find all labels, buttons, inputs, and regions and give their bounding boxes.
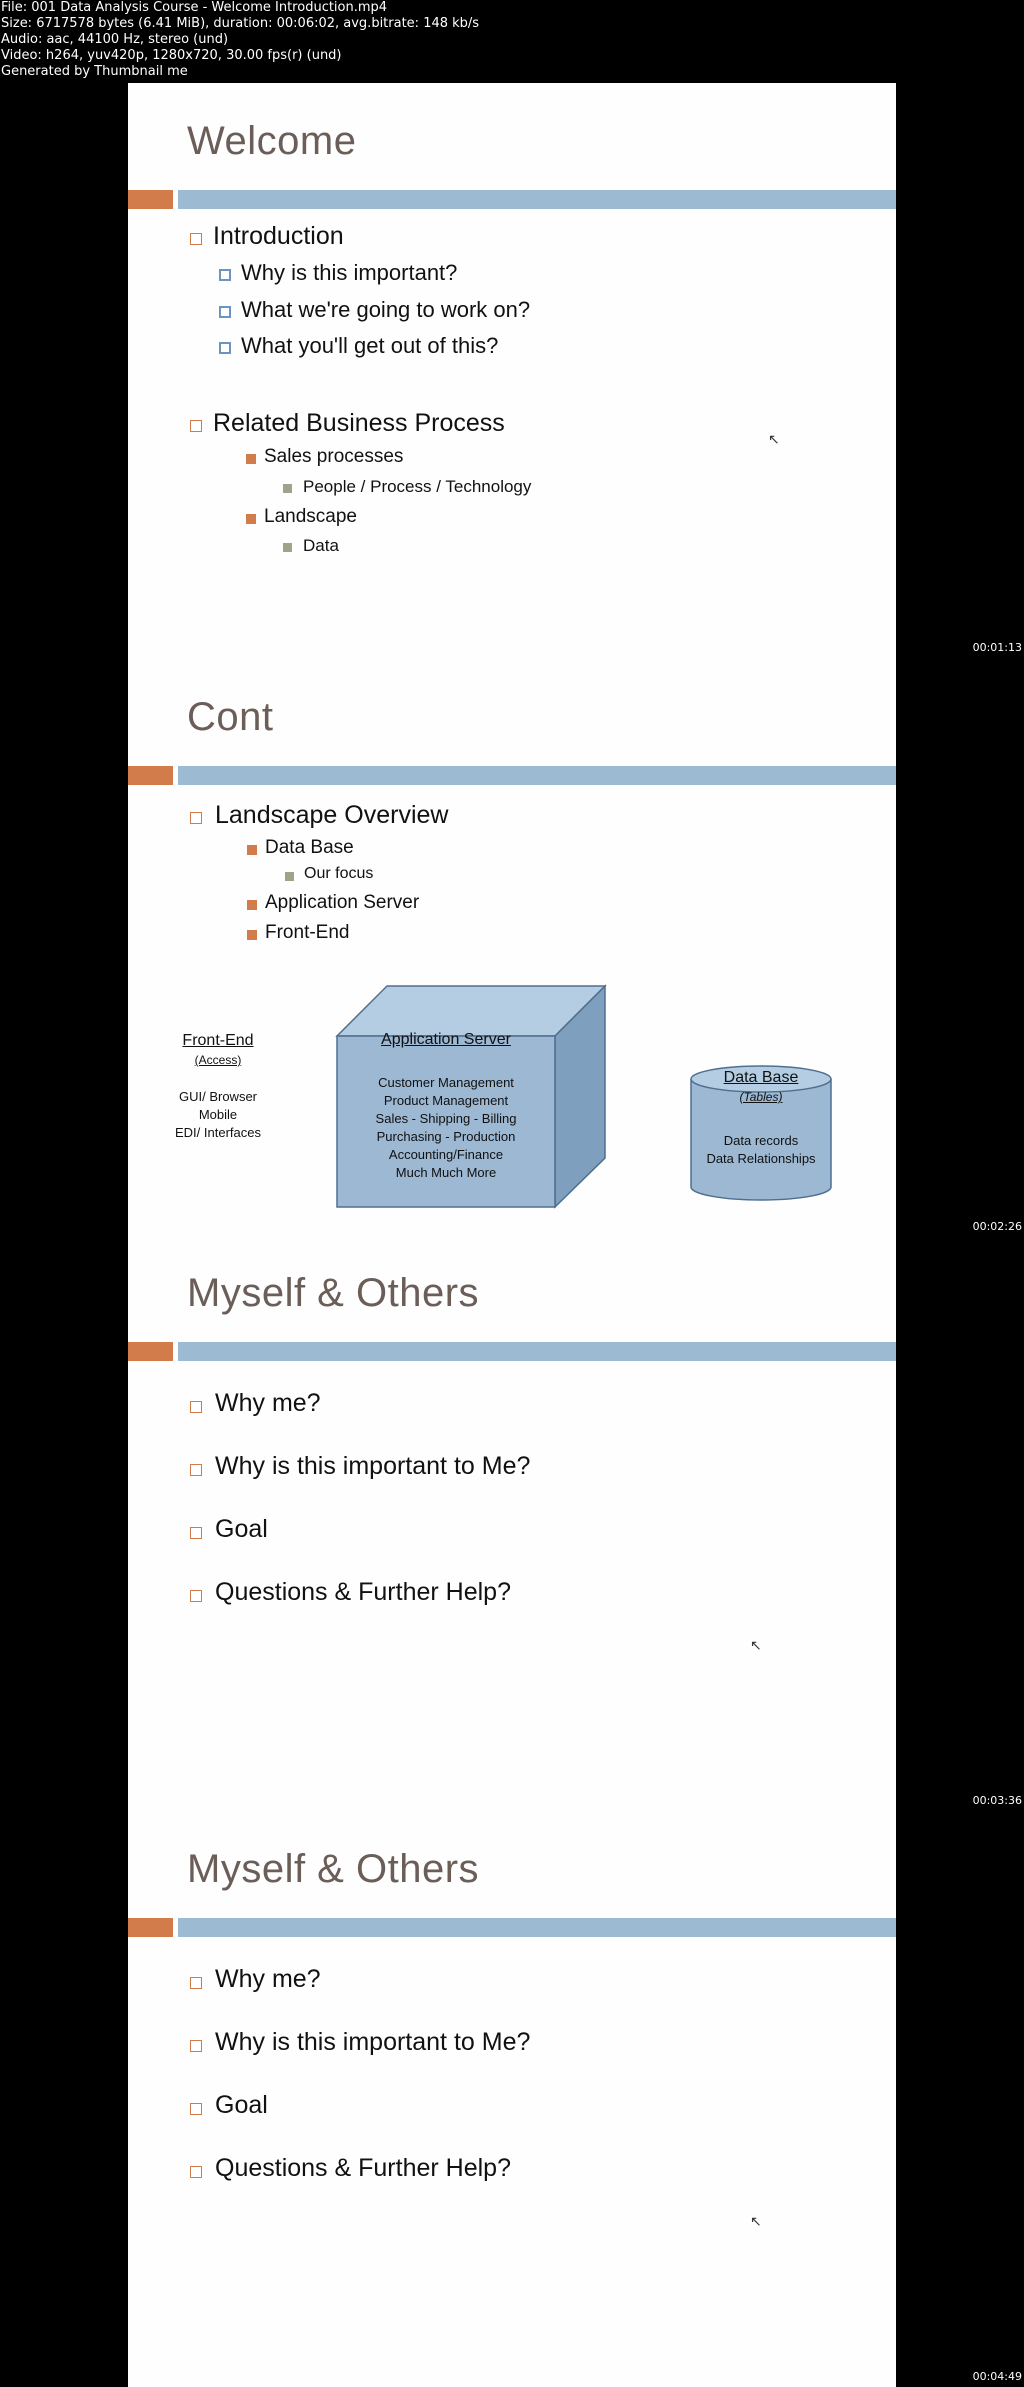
slide-thumbnail-4[interactable]: [128, 1811, 896, 2387]
bullet-related-process: Related Business Process: [213, 409, 505, 437]
audio-line: Audio: aac, 44100 Hz, stereo (und): [1, 32, 229, 47]
diagram-appserver-item: Accounting/Finance: [388, 1147, 504, 1162]
diagram-frontend-sub: (Access): [194, 1053, 242, 1067]
title-accent-orange: [128, 190, 173, 209]
diagram-appserver-item: Customer Management: [378, 1075, 514, 1090]
diagram-database-title: Data Base: [723, 1069, 799, 1086]
diagram-appserver-item: Much Much More: [395, 1165, 497, 1180]
mouse-cursor-icon: ↖: [750, 2213, 762, 2229]
file-line: File: 001 Data Analysis Course - Welcome Introduction.mp4: [1, 0, 388, 15]
bullet-front-end: Front-End: [265, 922, 350, 943]
bullet-introduction: Introduction: [213, 222, 344, 250]
bullet-questions: Questions & Further Help?: [215, 2154, 511, 2182]
bullet-why-important-me: Why is this important to Me?: [215, 2028, 531, 2056]
diagram-appserver-item: Product Management: [383, 1093, 509, 1108]
square-bullet-icon: [246, 454, 256, 464]
square-bullet-icon: [219, 269, 231, 281]
bullet-why-me: Why me?: [215, 1389, 321, 1417]
mouse-cursor-icon: ↖: [768, 431, 780, 447]
diagram-database-sub: (Tables): [739, 1090, 783, 1104]
bullet-sales: Sales processes: [264, 446, 404, 467]
diagram-frontend-item: EDI/ Interfaces: [175, 1125, 261, 1140]
slide-title: Cont: [187, 695, 274, 739]
square-bullet-icon: [190, 1527, 202, 1539]
square-bullet-icon: [246, 514, 256, 524]
diagram-appserver-title: Application Server: [381, 1031, 511, 1048]
bullet-goal: Goal: [215, 1515, 268, 1543]
timestamp: 00:04:49: [972, 2370, 1022, 2383]
slide-title: Myself & Others: [187, 1847, 480, 1891]
video-line: Video: h264, yuv420p, 1280x720, 30.00 fps(r) (und): [1, 48, 342, 63]
square-bullet-icon: [190, 1401, 202, 1413]
bullet-landscape-overview: Landscape Overview: [215, 801, 449, 829]
mouse-cursor-icon: ↖: [750, 1637, 762, 1653]
diagram-database-item: Data Relationships: [706, 1151, 816, 1166]
bullet-questions: Questions & Further Help?: [215, 1578, 511, 1606]
square-bullet-icon: [190, 1977, 202, 1989]
title-accent-orange: [128, 1342, 173, 1361]
slide-thumbnail-1[interactable]: [128, 83, 896, 659]
square-bullet-icon: [190, 1590, 202, 1602]
bullet-work-on: What we're going to work on?: [241, 297, 531, 322]
timestamp: 00:02:26: [972, 1220, 1022, 1233]
title-accent-blue: [178, 190, 896, 209]
slide-title: Myself & Others: [187, 1271, 480, 1315]
diagram-frontend-title: Front-End: [182, 1032, 254, 1049]
square-bullet-icon: [190, 1464, 202, 1476]
square-bullet-icon: [190, 420, 202, 432]
diagram-frontend-item: GUI/ Browser: [178, 1089, 257, 1104]
bullet-why-important: Why is this important?: [241, 260, 458, 285]
title-accent-orange: [128, 1918, 173, 1937]
bullet-landscape: Landscape: [264, 506, 357, 527]
square-bullet-icon: [219, 342, 231, 354]
generator-line: Generated by Thumbnail me: [1, 64, 188, 79]
diagram-appserver-item: Sales - Shipping - Billing: [375, 1111, 517, 1126]
diagram-database-item: Data records: [723, 1133, 799, 1148]
diagram-appserver-item: Purchasing - Production: [376, 1129, 516, 1144]
slide-thumbnail-3[interactable]: [128, 1235, 896, 1811]
bullet-our-focus: Our focus: [304, 865, 374, 882]
title-accent-blue: [178, 1918, 896, 1937]
bullet-data: Data: [303, 536, 339, 555]
bullet-goal: Goal: [215, 2091, 268, 2119]
bullet-why-me: Why me?: [215, 1965, 321, 1993]
square-bullet-icon: [190, 2040, 202, 2052]
square-bullet-icon: [190, 2103, 202, 2115]
timestamp: 00:03:36: [972, 1794, 1022, 1807]
slide-title: Welcome: [187, 119, 357, 163]
square-bullet-icon: [219, 306, 231, 318]
slide-thumbnail-2[interactable]: [128, 659, 896, 1235]
square-bullet-icon: [283, 543, 292, 552]
timestamp: 00:01:13: [972, 641, 1022, 654]
bullet-why-important-me: Why is this important to Me?: [215, 1452, 531, 1480]
square-bullet-icon: [283, 484, 292, 493]
bullet-data-base: Data Base: [265, 837, 354, 858]
bullet-people-process-tech: People / Process / Technology: [303, 477, 532, 496]
video-info-header: [0, 0, 601, 80]
square-bullet-icon: [190, 2166, 202, 2178]
title-accent-blue: [178, 1342, 896, 1361]
bullet-app-server: Application Server: [265, 892, 420, 913]
bullet-get-out: What you'll get out of this?: [241, 333, 499, 358]
square-bullet-icon: [190, 233, 202, 245]
diagram-frontend-item: Mobile: [198, 1107, 238, 1122]
size-line: Size: 6717578 bytes (6.41 MiB), duration: 00:06:02, avg.bitrate: 148 kb/s: [1, 16, 480, 31]
